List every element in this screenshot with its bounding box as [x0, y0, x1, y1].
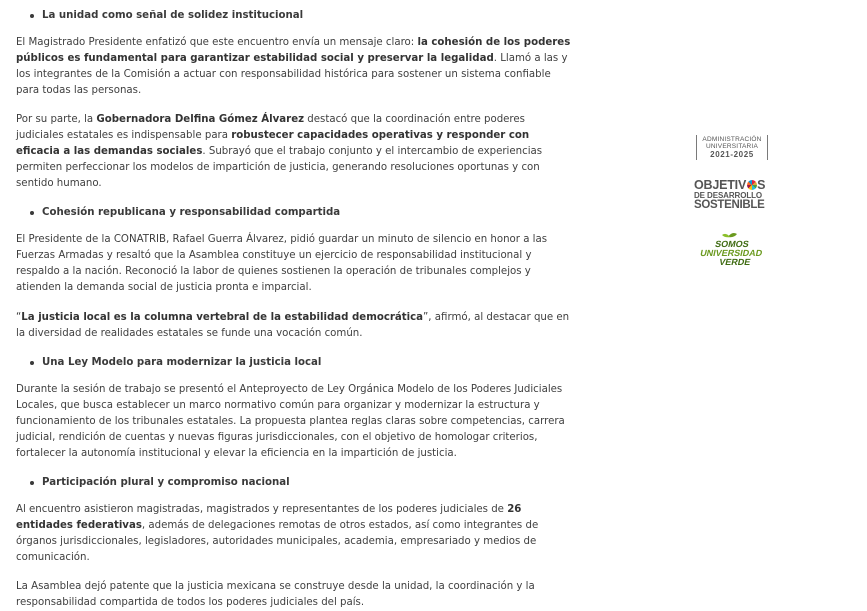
text-run: Por su parte, la [16, 114, 97, 125]
section-heading-participacion: Participación plural y compromiso nacional [16, 475, 572, 491]
text-run: El Presidente de la CONATRIB, Rafael Guerra Álvarez, pidió guardar un minuto de silencio en honor a las Fuerzas Armadas y resaltó que la Asamblea constituye un ejercicio de responsabilidad institucional y respaldo a la nación. Reconoció la labor de quienes sostienen la operación de tribunales complejos y atienden la demanda social de justicia pronta e imparcial. [16, 234, 548, 293]
article-body [16, 8, 572, 611]
section-heading-ley-modelo: Una Ley Modelo para modernizar la justicia local [16, 355, 572, 371]
bold-text-run: Gobernadora Delfina Gómez Álvarez [96, 114, 305, 125]
ods-line1a: OBJETIV [694, 178, 747, 192]
verde-text: VERDE [718, 257, 752, 267]
text-run: . Subrayó que el trabajo conjunto y el intercambio de experiencias permiten perfeccionar los modelos de impartición de justicia, generando resoluciones oportunas y con sentido humano. [16, 146, 543, 189]
bold-text-run: la cohesión de los poderes públicos es fundamental para garantizar estabilidad social y preservar la legalidad [16, 37, 571, 64]
text-run: , además de delegaciones remotas de otros estados, así como integrantes de órganos jurisdiccionales, legisladores, autoridades municipales, academia, empresariado y medios de comunicación. [16, 520, 539, 563]
text-run: . Llamó a las y los integrantes de la Comisión a actuar con responsabilidad histórica para sostener un sistema confiable para todas las personas. [16, 53, 568, 96]
somos-text: SOMOS [714, 239, 750, 249]
ods-line3: SOSTENIBLE [694, 199, 765, 211]
ods-line2: DE DESARROLLO [694, 191, 763, 200]
text-run: Al encuentro asistieron magistradas, magistrados y representantes de los poderes judiciales de [16, 504, 508, 515]
ods-wheel-icon [747, 180, 757, 190]
text-run: “ [16, 312, 22, 323]
paragraph-asistentes [16, 502, 572, 566]
somos-universidad-verde-logo [698, 231, 770, 267]
admin-line1: ADMINISTRACIÓN [702, 136, 762, 143]
section-heading-unidad: La unidad como señal de solidez institucional [16, 8, 572, 24]
admin-line2: UNIVERSITARIA [706, 143, 758, 150]
objetivos-desarrollo-sostenible-logo [694, 179, 774, 211]
paragraph-conatrib [16, 232, 572, 296]
ods-line1b: S [757, 178, 766, 192]
text-run: Durante la sesión de trabajo se presentó el Anteproyecto de Ley Orgánica Modelo de los Poderes Judiciales Locales, que busca establecer un marco normativo común para organizar y modernizar la estructura y funcionamiento de los tribunales estatales. La propuesta plantea reglas claras sobre competencias, carrera judicial, rendición de cuentas y nuevas figuras jurisdiccionales, con el objetivo de homologar criterios, fortalecer la autonomía institucional y elevar la eficiencia en la impartición de justicia. [16, 384, 565, 459]
text-run: ”, afirmó, al destacar que en la diversidad de realidades estatales se funde una vocación común. [16, 312, 570, 339]
paragraph-gobernadora [16, 112, 572, 192]
admin-line3: 2021-2025 [710, 150, 754, 159]
section-heading-cohesion: Cohesión republicana y responsabilidad compartida [16, 205, 572, 221]
leaf-icon-2 [722, 234, 730, 237]
bold-text-run: La justicia local es la columna vertebral de la estabilidad democrática [21, 312, 424, 323]
admin-universitaria-logo [696, 135, 768, 160]
text-run: El Magistrado Presidente enfatizó que este encuentro envía un mensaje claro: [16, 37, 418, 48]
text-run: destacó que la coordinación entre poderes judiciales estatales es indispensable para [16, 114, 525, 141]
paragraph-presidente [16, 35, 572, 99]
bold-text-run: 26 entidades federativas [16, 504, 522, 531]
paragraph-conclusion [16, 579, 572, 611]
bold-text-run: robustecer capacidades operativas y responder con eficacia a las demandas sociales [16, 130, 530, 157]
paragraph-quote [16, 310, 572, 342]
universidad-text: UNIVERSIDAD [699, 248, 764, 258]
paragraph-anteproyecto [16, 382, 572, 462]
text-run: La Asamblea dejó patente que la justicia mexicana se construye desde la unidad, la coordinación y la responsabilidad compartida de todos los poderes judiciales del país. [16, 581, 535, 608]
